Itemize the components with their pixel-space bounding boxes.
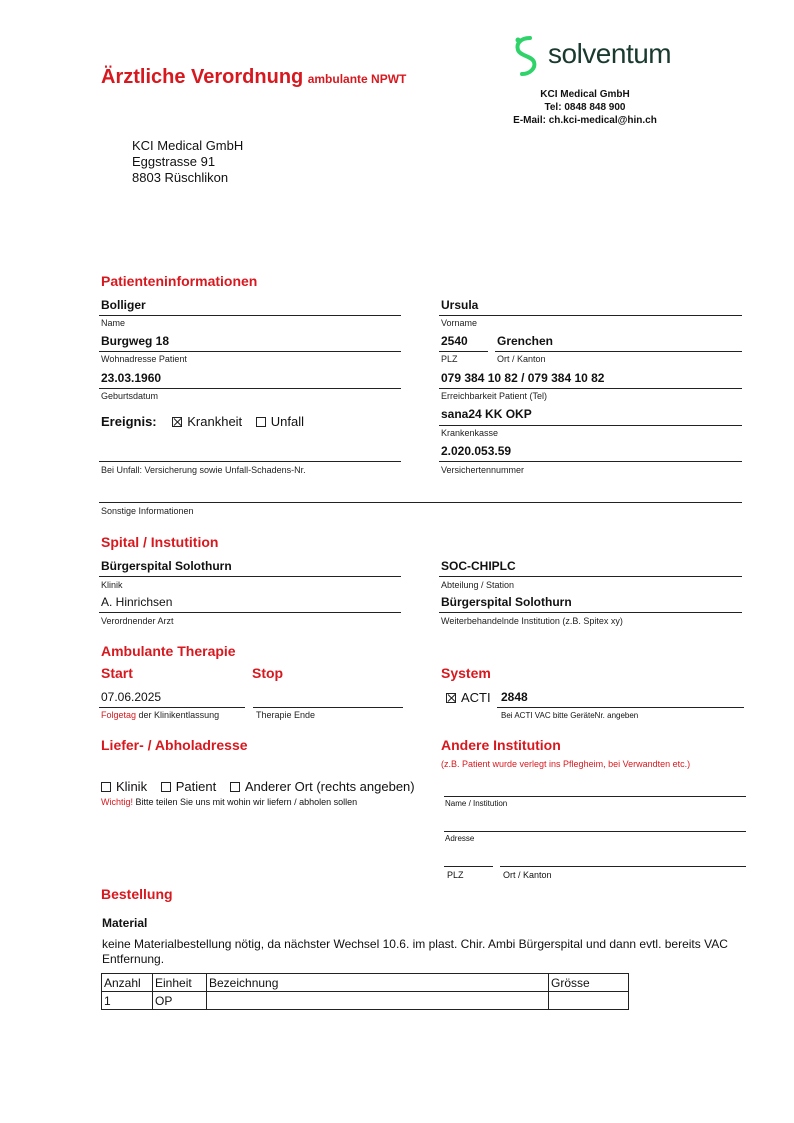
acti-row	[446, 690, 491, 705]
label-sonstige: Sonstige Informationen	[101, 506, 194, 516]
label-andere-name: Name / Institution	[445, 799, 508, 808]
document-title	[101, 66, 406, 89]
checkbox-anderer-ort[interactable]	[230, 782, 240, 792]
patient-name[interactable]: Bolliger	[101, 298, 146, 312]
label-versnr: Versichertennummer	[441, 465, 525, 475]
cell-bezeichnung[interactable]	[207, 992, 549, 1010]
patient-street[interactable]: Burgweg 18	[101, 334, 170, 348]
section-spital: Spital / Instutition	[101, 534, 219, 550]
th-anzahl: Anzahl	[102, 974, 153, 992]
label-vorname: Vorname	[441, 318, 478, 328]
company-name: KCI Medical GmbH	[540, 89, 630, 100]
recipient-address	[132, 138, 243, 186]
folgetag-red: Folgetag	[101, 710, 137, 720]
company-contact	[490, 88, 680, 127]
spital-arzt[interactable]: A. Hinrichsen	[101, 595, 173, 609]
acti-number[interactable]: 2848	[501, 690, 528, 704]
event-label: Ereignis:	[101, 414, 157, 429]
company-email: E-Mail: ch.kci-medical@hin.ch	[513, 115, 657, 126]
label-tel: Erreichbarkeit Patient (Tel)	[441, 391, 548, 401]
th-bezeichnung: Bezeichnung	[207, 974, 549, 992]
material-heading: Material	[102, 916, 148, 930]
solventum-logo	[510, 34, 690, 78]
section-therapie: Ambulante Therapie	[101, 643, 236, 659]
label-folgetag	[101, 710, 219, 720]
th-groesse: Grösse	[549, 974, 629, 992]
title-main: Ärztliche Verordnung	[101, 66, 304, 88]
checkbox-krankheit[interactable]	[172, 417, 182, 427]
checkbox-patient[interactable]	[161, 782, 171, 792]
start-date[interactable]: 07.06.2025	[101, 690, 162, 704]
checkbox-acti[interactable]	[446, 693, 456, 703]
label-plz: PLZ	[441, 354, 458, 364]
checkbox-unfall[interactable]	[256, 417, 266, 427]
liefer-klinik-label: Klinik	[116, 779, 148, 794]
table-row	[102, 992, 629, 1010]
krankheit-label: Krankheit	[187, 414, 243, 429]
label-abteilung: Abteilung / Station	[441, 580, 515, 590]
address-line: Eggstrasse 91	[132, 154, 216, 169]
logo-mark-icon	[510, 34, 544, 78]
liefer-patient-label: Patient	[175, 779, 217, 794]
liefer-note	[101, 797, 357, 807]
patient-versnr[interactable]: 2.020.053.59	[441, 444, 512, 458]
liefer-anderer-label: Anderer Ort (rechts angeben)	[244, 779, 415, 794]
unfall-label: Unfall	[270, 414, 305, 429]
andere-note: (z.B. Patient wurde verlegt ins Pflegheim, bei Verwandten etc.)	[441, 759, 691, 769]
section-andere: Andere Institution	[441, 737, 561, 753]
address-line: 8803 Rüschlikon	[132, 170, 229, 185]
wichtig-text: Bitte teilen Sie uns mit wohin wir liefern / abholen sollen	[135, 797, 358, 807]
cell-groesse[interactable]	[549, 992, 629, 1010]
material-table	[101, 973, 629, 1010]
th-einheit: Einheit	[153, 974, 207, 992]
label-street: Wohnadresse Patient	[101, 354, 187, 364]
spital-weiter[interactable]: Bürgerspital Solothurn	[441, 595, 572, 609]
spital-klinik[interactable]: Bürgerspital Solothurn	[101, 559, 232, 573]
cell-einheit[interactable]: OP	[153, 992, 207, 1010]
patient-kasse[interactable]: sana24 KK OKP	[441, 407, 532, 421]
address-line: KCI Medical GmbH	[132, 138, 244, 153]
wichtig-label: Wichtig!	[101, 797, 134, 807]
label-birth: Geburtsdatum	[101, 391, 159, 401]
cell-anzahl[interactable]: 1	[102, 992, 153, 1010]
label-kasse: Krankenkasse	[441, 428, 499, 438]
label-weiter: Weiterbehandelnde Institution (z.B. Spitex xy)	[441, 616, 623, 626]
label-acti: Bei ACTI VAC bitte GeräteNr. angeben	[501, 711, 639, 720]
section-bestellung: Bestellung	[101, 886, 173, 902]
spital-abteilung[interactable]: SOC-CHIPLC	[441, 559, 516, 573]
liefer-options	[101, 779, 415, 794]
label-arzt: Verordnender Arzt	[101, 616, 174, 626]
patient-tel[interactable]: 079 384 10 82 / 079 384 10 82	[441, 371, 605, 385]
therapie-system: System	[441, 665, 491, 681]
patient-birth[interactable]: 23.03.1960	[101, 371, 162, 385]
table-header-row	[102, 974, 629, 992]
label-name: Name	[101, 318, 126, 328]
section-patient: Patienteninformationen	[101, 273, 258, 289]
label-ort: Ort / Kanton	[497, 354, 546, 364]
material-text: keine Materialbestellung nötig, da nächster Wechsel 10.6. im plast. Chir. Ambi Bürgerspital und dann evtl. bereits VAC Entfernung.	[102, 937, 728, 966]
title-sub: ambulante NPWT	[307, 72, 407, 86]
logo-text: solventum	[548, 38, 672, 69]
acti-label: ACTI	[461, 690, 491, 705]
label-andere-plz: PLZ	[447, 870, 464, 880]
folgetag-rest: der Klinikentlassung	[138, 710, 220, 720]
label-klinik: Klinik	[101, 580, 123, 590]
label-andere-ort: Ort / Kanton	[503, 870, 552, 880]
event-row	[101, 414, 304, 429]
checkbox-klinik[interactable]	[101, 782, 111, 792]
patient-plz[interactable]: 2540	[441, 334, 468, 348]
therapie-start: Start	[101, 665, 133, 681]
label-unfall-vers: Bei Unfall: Versicherung sowie Unfall-Schadens-Nr.	[101, 465, 306, 475]
section-liefer: Liefer- / Abholadresse	[101, 737, 248, 753]
label-therapie-ende: Therapie Ende	[256, 710, 316, 720]
label-andere-adresse: Adresse	[445, 834, 475, 843]
patient-ort[interactable]: Grenchen	[497, 334, 554, 348]
therapie-stop: Stop	[252, 665, 284, 681]
patient-vorname[interactable]: Ursula	[441, 298, 479, 312]
company-tel: Tel: 0848 848 900	[544, 102, 626, 113]
